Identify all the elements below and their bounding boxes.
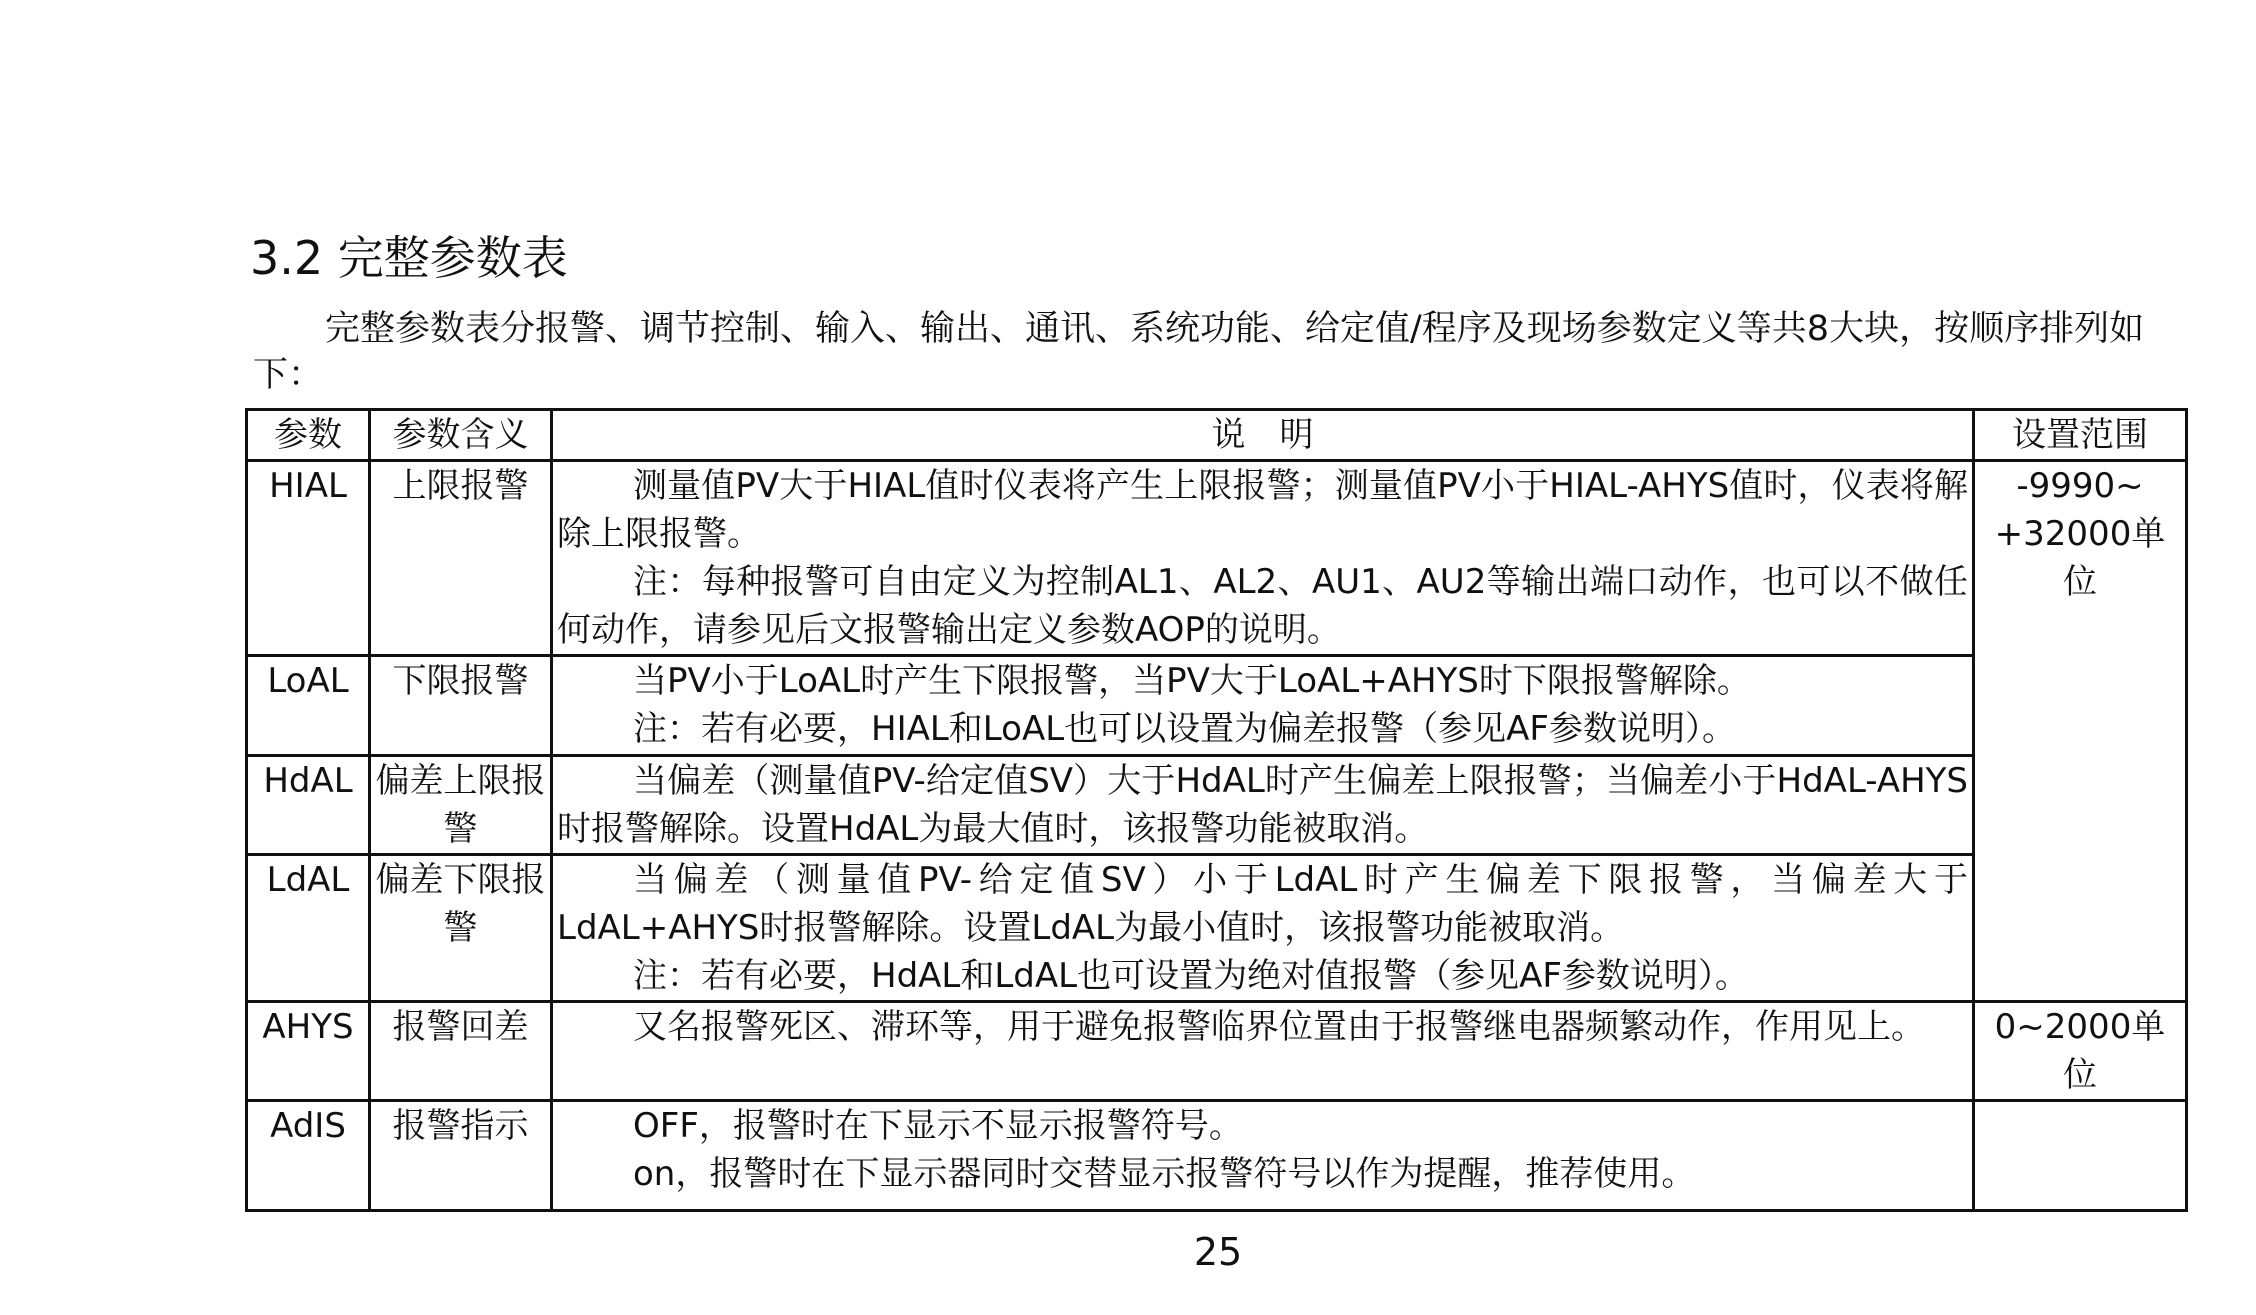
description-paragraph: 当偏差（测量值PV-给定值SV）大于HdAL时产生偏差上限报警；当偏差小于HdAL-AHYS时报警解除。设置HdAL为最大值时，该报警功能被取消。 xyxy=(557,761,1968,849)
param-range: 0~2000单位 xyxy=(1974,1002,2187,1101)
header-description: 说 明 xyxy=(552,410,1974,461)
param-range-empty xyxy=(1974,1101,2187,1211)
param-description xyxy=(552,461,1974,656)
header-meaning: 参数含义 xyxy=(370,410,552,461)
param-description xyxy=(552,855,1974,1002)
page-number: 25 xyxy=(1193,1230,1243,1274)
header-range: 设置范围 xyxy=(1974,410,2187,461)
param-code: HIAL xyxy=(247,461,370,656)
description-note: 注：若有必要，HdAL和LdAL也可设置为绝对值报警（参见AF参数说明）。 xyxy=(633,956,1749,996)
param-meaning: 报警指示 xyxy=(370,1101,552,1211)
param-meaning: 偏差上限报警 xyxy=(370,756,552,855)
header-param: 参数 xyxy=(247,410,370,461)
param-meaning: 上限报警 xyxy=(370,461,552,656)
parameter-table xyxy=(245,408,2188,1212)
param-description xyxy=(552,1002,1974,1101)
param-description xyxy=(552,1101,1974,1211)
table-row xyxy=(247,855,2187,1002)
table-row xyxy=(247,1002,2187,1101)
description-paragraph: OFF，报警时在下显示不显示报警符号。 xyxy=(633,1106,1243,1146)
description-note: 注：每种报警可自由定义为控制AL1、AL2、AU1、AU2等输出端口动作，也可以不做任何动作，请参见后文报警输出定义参数AOP的说明。 xyxy=(557,562,1968,650)
param-description xyxy=(552,656,1974,756)
description-note: 注：若有必要，HIAL和LoAL也可以设置为偏差报警（参见AF参数说明）。 xyxy=(633,709,1736,749)
description-paragraph: 当PV小于LoAL时产生下限报警，当PV大于LoAL+AHYS时下限报警解除。 xyxy=(633,661,1751,701)
param-description xyxy=(552,756,1974,855)
param-code: AdIS xyxy=(247,1101,370,1211)
param-code: LoAL xyxy=(247,656,370,756)
param-code: HdAL xyxy=(247,756,370,855)
table-row xyxy=(247,461,2187,656)
table-row xyxy=(247,1101,2187,1211)
param-range: -9990~ +32000单位 xyxy=(1974,461,2187,1002)
param-meaning: 偏差下限报警 xyxy=(370,855,552,1002)
param-code: LdAL xyxy=(247,855,370,1002)
description-paragraph: on，报警时在下显示器同时交替显示报警符号以作为提醒，推荐使用。 xyxy=(633,1154,1696,1194)
param-meaning: 下限报警 xyxy=(370,656,552,756)
section-heading: 3.2 完整参数表 xyxy=(250,231,568,285)
description-paragraph: 又名报警死区、滞环等，用于避免报警临界位置由于报警继电器频繁动作，作用见上。 xyxy=(633,1007,1925,1047)
description-paragraph: 当偏差（测量值PV-给定值SV）小于LdAL时产生偏差下限报警，当偏差大于LdAL+AHYS时报警解除。设置LdAL为最小值时，该报警功能被取消。 xyxy=(557,860,1968,948)
table-row xyxy=(247,656,2187,756)
table-row xyxy=(247,756,2187,855)
table-header-row xyxy=(247,410,2187,461)
description-paragraph: 测量值PV大于HIAL值时仪表将产生上限报警；测量值PV小于HIAL-AHYS值时，仪表将解除上限报警。 xyxy=(557,466,1968,554)
param-code: AHYS xyxy=(247,1002,370,1101)
param-meaning: 报警回差 xyxy=(370,1002,552,1101)
intro-paragraph: 完整参数表分报警、调节控制、输入、输出、通讯、系统功能、给定值/程序及现场参数定义等共8大块，按顺序排列如下： xyxy=(253,309,2145,395)
